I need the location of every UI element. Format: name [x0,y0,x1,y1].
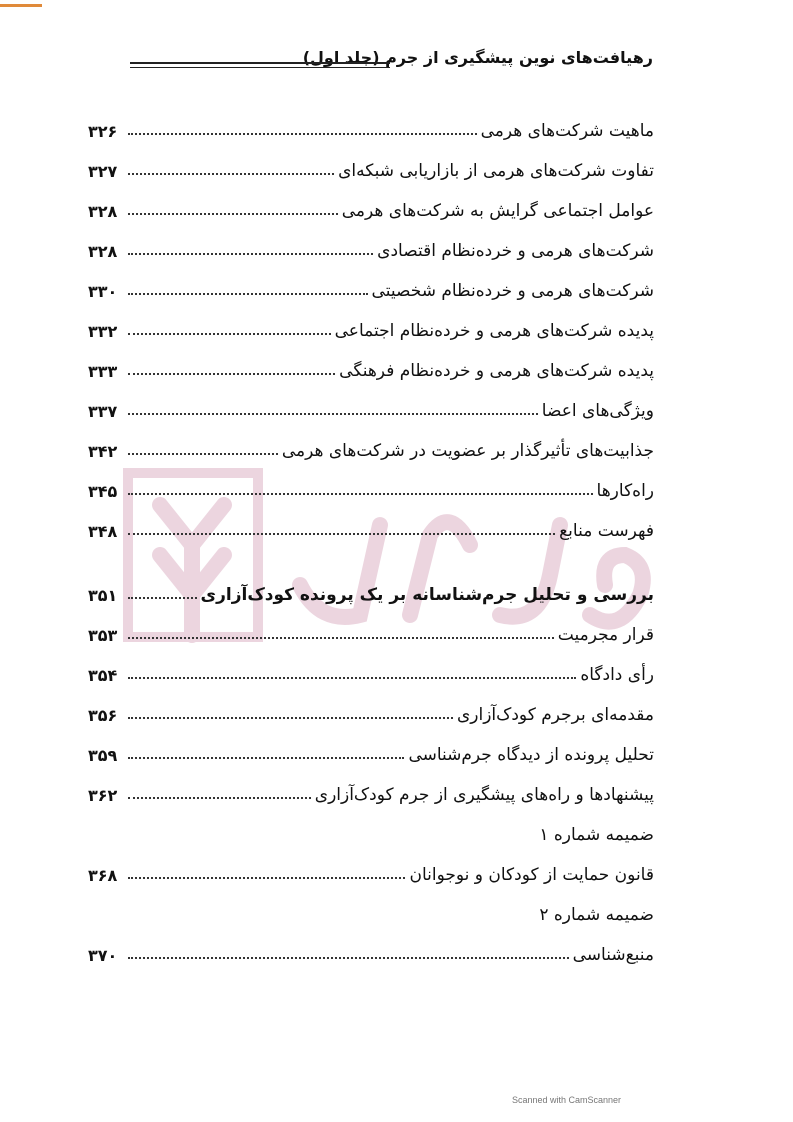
toc-entry-title: قرار مجرمیت [557,625,654,645]
toc-entry [88,689,654,729]
toc-entry-title: فهرست منابع [559,521,654,541]
running-header [130,42,653,82]
toc-entry-page: ۳۳۲ [88,322,118,341]
toc-entry-title: قانون حمایت از کودکان و نوجوانان [409,865,654,885]
toc-entry-page: ۳۲۸ [88,202,118,221]
toc-entry-title: ضمیمه شماره ۲ [539,905,654,925]
toc-entry-title: تفاوت شرکت‌های هرمی از بازاریابی شبکه‌ای [338,161,654,181]
toc-dot-leader [128,957,569,959]
toc-dot-leader [128,797,311,799]
toc-entry-page: ۳۲۸ [88,242,118,261]
toc-entry [88,105,654,145]
toc-entry [88,305,654,345]
toc-entry-page: ۳۵۱ [88,586,118,605]
toc-entry [88,609,654,649]
toc-entry-title: جذابیت‌های تأثیرگذار بر عضویت در شرکت‌های هرمی [281,441,654,461]
toc-entry-title: بررسی و تحلیل جرم‌شناسانه بر یک پرونده کودک‌آزاری [200,585,654,605]
toc-dot-leader [128,637,554,639]
toc-entry [88,385,654,425]
toc-entry-page: ۳۶۲ [88,786,118,805]
toc-entry [88,345,654,385]
toc-entry [88,145,654,185]
toc-entry-page: ۳۵۹ [88,746,118,765]
toc-entry-title: پدیده شرکت‌های هرمی و خرده‌نظام فرهنگی [339,361,654,381]
toc-entry-title: مقدمه‌ای برجرم کودک‌آزاری [456,705,654,725]
toc-dot-leader [128,293,368,295]
toc-entry [88,465,654,505]
toc-entry [88,809,654,849]
toc-entry [88,929,654,969]
toc-entry-page: ۳۶۸ [88,866,118,885]
toc-dot-leader [128,253,373,255]
header-rule-thin [130,67,390,68]
toc-entry-page: ۳۵۶ [88,706,118,725]
toc-entry-title: پیشنهادها و راه‌های پیشگیری از جرم کودک‌آزاری [314,785,654,805]
toc-entry-title: رأی دادگاه [580,665,654,685]
toc-entry-title: عوامل اجتماعی گرایش به شرکت‌های هرمی [341,201,654,221]
toc-dot-leader [128,757,404,759]
toc-entry [88,265,654,305]
toc-dot-leader [128,173,334,175]
toc-entry-title: ضمیمه شماره ۱ [539,825,654,845]
toc-dot-leader [128,413,538,415]
toc-dot-leader [128,373,335,375]
toc-entry-page: ۳۲۶ [88,122,118,141]
header-rule [130,62,390,64]
toc-dot-leader [128,453,278,455]
toc-entry-page: ۳۳۷ [88,402,118,421]
toc-entry [88,185,654,225]
toc-entry-page: ۳۵۴ [88,666,118,685]
toc-entry [88,569,654,609]
toc-entry [88,649,654,689]
toc-entry [88,225,654,265]
toc-entry-title: شرکت‌های هرمی و خرده‌نظام شخصیتی [371,281,654,301]
toc-entry-title: منبع‌شناسی [572,945,654,965]
scanner-footer: Scanned with CamScanner [512,1095,622,1105]
corner-mark [0,4,42,7]
toc-entry [88,889,654,929]
toc-entry-title: پدیده شرکت‌های هرمی و خرده‌نظام اجتماعی [334,321,654,341]
toc-dot-leader [128,533,555,535]
toc-entry-title: ویژگی‌های اعضا [541,401,654,421]
toc-entry-page: ۳۲۷ [88,162,118,181]
toc-dot-leader [128,877,405,879]
toc-entry-page: ۳۵۳ [88,626,118,645]
table-of-contents [88,105,654,969]
toc-dot-leader [128,677,576,679]
toc-entry [88,425,654,465]
toc-entry-title: ماهیت شرکت‌های هرمی [480,121,654,141]
toc-dot-leader [128,493,593,495]
toc-dot-leader [128,133,477,135]
toc-dot-leader [128,333,331,335]
toc-dot-leader [128,213,338,215]
toc-entry-page: ۳۴۵ [88,482,118,501]
toc-dot-leader [128,717,453,719]
toc-dot-leader [128,597,197,599]
header-title: رهیافت‌های نوین پیشگیری از جرم (جلد اول) [302,48,653,67]
toc-entry-page: ۳۳۳ [88,362,118,381]
toc-entry-title: راه‌کارها [596,481,654,501]
toc-entry [88,849,654,889]
toc-entry-page: ۳۴۲ [88,442,118,461]
toc-entry-page: ۳۴۸ [88,522,118,541]
toc-entry-page: ۳۷۰ [88,946,118,965]
toc-entry-page: ۳۳۰ [88,282,118,301]
toc-entry-title: تحلیل پرونده از دیدگاه جرم‌شناسی [408,745,654,765]
toc-entry [88,769,654,809]
toc-entry [88,729,654,769]
toc-entry-title: شرکت‌های هرمی و خرده‌نظام اقتصادی [377,241,654,261]
toc-entry [88,505,654,545]
